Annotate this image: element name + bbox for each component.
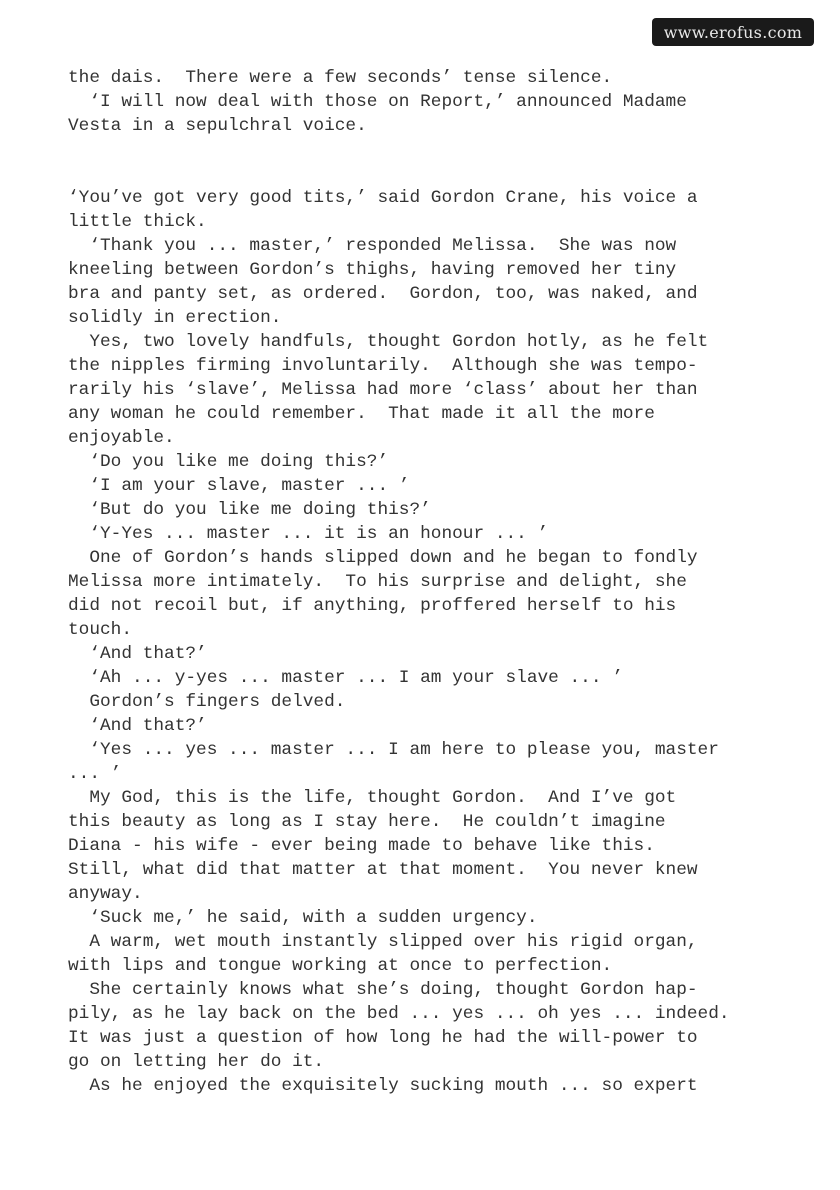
text-line: kneeling between Gordon’s thighs, having removed her tiny (68, 260, 677, 280)
text-line: ‘And that?’ (68, 716, 207, 736)
text-line (68, 162, 730, 186)
text-line: ‘Y-Yes ... master ... it is an honour ... ’ (68, 524, 549, 544)
text-line: ‘And that?’ (68, 644, 207, 664)
text-line: She certainly knows what she’s doing, thought Gordon hap- (68, 980, 698, 1000)
text-line: pily, as he lay back on the bed ... yes ... oh yes ... indeed. (68, 1004, 730, 1024)
text-line: the dais. There were a few seconds’ tense silence. (68, 68, 613, 88)
text-line: ‘I am your slave, master ... ’ (68, 476, 410, 496)
text-line (68, 138, 730, 162)
text-line: ... ’ (68, 764, 122, 784)
text-line: little thick. (68, 212, 207, 232)
text-line: solidly in erection. (68, 308, 282, 328)
text-line: My God, this is the life, thought Gordon. And I’ve got (68, 788, 677, 808)
text-line: Still, what did that matter at that moment. You never knew (68, 860, 698, 880)
text-line: Vesta in a sepulchral voice. (68, 116, 367, 136)
text-line: ‘Thank you ... master,’ responded Melissa. She was now (68, 236, 677, 256)
text-line: It was just a question of how long he had the will-power to (68, 1028, 698, 1048)
text-line: anyway. (68, 884, 143, 904)
text-line: ‘But do you like me doing this?’ (68, 500, 431, 520)
text-line: enjoyable. (68, 428, 175, 448)
text-line: the nipples firming involuntarily. Although she was tempo- (68, 356, 698, 376)
text-line: rarily his ‘slave’, Melissa had more ‘class’ about her than (68, 380, 698, 400)
text-line: with lips and tongue working at once to perfection. (68, 956, 613, 976)
text-line: ‘Suck me,’ he said, with a sudden urgency. (68, 908, 538, 928)
text-line: ‘Do you like me doing this?’ (68, 452, 389, 472)
text-line: this beauty as long as I stay here. He couldn’t imagine (68, 812, 666, 832)
text-line: ‘You’ve got very good tits,’ said Gordon Crane, his voice a (68, 188, 698, 208)
text-line: A warm, wet mouth instantly slipped over his rigid organ, (68, 932, 698, 952)
text-line: One of Gordon’s hands slipped down and he began to fondly (68, 548, 698, 568)
text-line: As he enjoyed the exquisitely sucking mouth ... so expert (68, 1076, 698, 1096)
text-line: Diana - his wife - ever being made to behave like this. (68, 836, 655, 856)
text-line: Yes, two lovely handfuls, thought Gordon hotly, as he felt (68, 332, 709, 352)
text-line: ‘Ah ... y-yes ... master ... I am your slave ... ’ (68, 668, 623, 688)
text-line: ‘I will now deal with those on Report,’ announced Madame (68, 92, 687, 112)
text-line: go on letting her do it. (68, 1052, 325, 1072)
watermark-badge (652, 18, 814, 46)
text-body (68, 66, 730, 1098)
text-line: did not recoil but, if anything, proffered herself to his (68, 596, 677, 616)
text-line: Gordon’s fingers delved. (68, 692, 346, 712)
watermark-text: www.erofus.com (663, 22, 803, 42)
text-line: Melissa more intimately. To his surprise and delight, she (68, 572, 687, 592)
text-line: ‘Yes ... yes ... master ... I am here to please you, master (68, 740, 719, 760)
text-line: touch. (68, 620, 133, 640)
text-line: bra and panty set, as ordered. Gordon, too, was naked, and (68, 284, 698, 304)
text-line: any woman he could remember. That made it all the more (68, 404, 655, 424)
